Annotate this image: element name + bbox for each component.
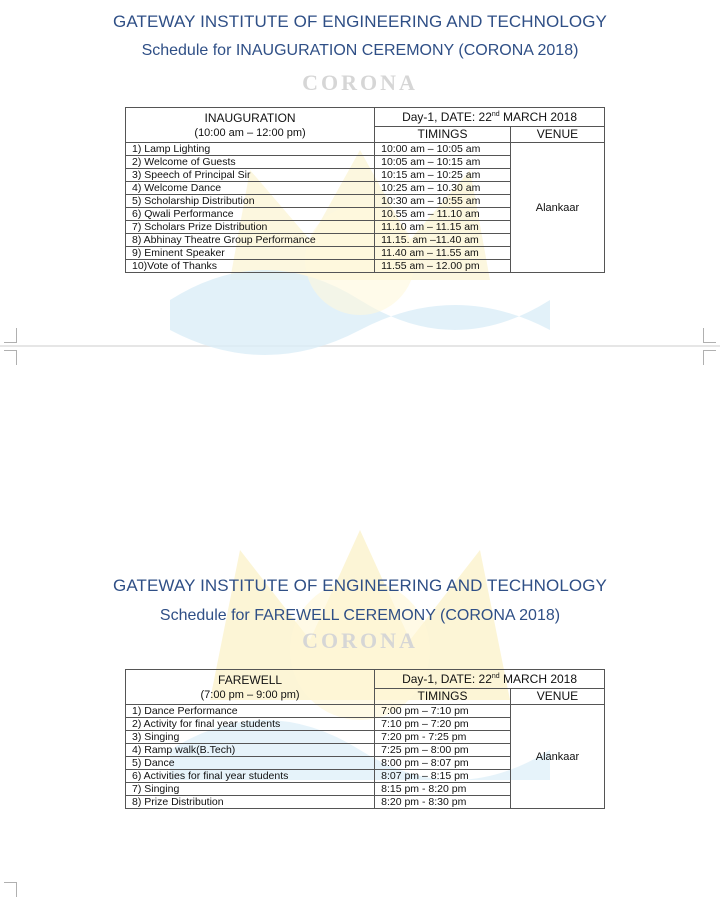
schedule-time: 11.15. am –11.40 am — [375, 234, 511, 247]
schedule-time: 8:15 pm - 8:20 pm — [375, 783, 511, 796]
schedule-time: 10:15 am – 10:25 am — [375, 169, 511, 182]
schedule-time: 8:00 pm – 8:07 pm — [375, 757, 511, 770]
schedule-item: 2) Welcome of Guests — [126, 156, 375, 169]
schedule-time: 10.55 am – 11.10 am — [375, 208, 511, 221]
schedule-time: 11.40 am – 11.55 am — [375, 247, 511, 260]
day-date-prefix: Day-1, DATE: 22 — [402, 672, 492, 686]
institute-title: GATEWAY INSTITUTE OF ENGINEERING AND TECHNOLOGY — [113, 576, 607, 595]
schedule-time: 8:07 pm – 8:15 pm — [375, 770, 511, 783]
event-name: INAUGURATION — [204, 110, 296, 125]
day-date-cell — [375, 670, 605, 689]
day-date-sup: nd — [491, 673, 500, 680]
day-date-cell — [375, 108, 605, 127]
schedule-item: 6) Activities for final year students — [126, 770, 375, 783]
day-date-prefix: Day-1, DATE: 22 — [402, 110, 492, 124]
page-corner-mark — [4, 328, 17, 343]
schedule-item: 1) Lamp Lighting — [126, 143, 375, 156]
schedule-time: 7:20 pm - 7:25 pm — [375, 731, 511, 744]
venue-header: VENUE — [510, 689, 604, 705]
day-date-suffix: MARCH 2018 — [499, 110, 578, 124]
event-header-cell — [126, 670, 375, 705]
schedule-item: 8) Abhinay Theatre Group Performance — [126, 234, 375, 247]
venue-header: VENUE — [510, 127, 604, 143]
schedule-subtitle: Schedule for FAREWELL CEREMONY (CORONA 2018) — [159, 607, 561, 624]
schedule-time: 7:25 pm – 8:00 pm — [375, 744, 511, 757]
schedule-item: 3) Singing — [126, 731, 375, 744]
event-name: FAREWELL — [218, 672, 283, 687]
schedule-subtitle: Schedule for INAUGURATION CEREMONY (CORONA 2018) — [141, 42, 579, 59]
venue-cell: Alankaar — [510, 705, 604, 809]
institute-title: GATEWAY INSTITUTE OF ENGINEERING AND TECHNOLOGY — [113, 12, 607, 31]
table-row — [126, 705, 605, 718]
schedule-time: 11.55 am – 12.00 pm — [375, 260, 511, 273]
schedule-time: 10:05 am – 10:15 am — [375, 156, 511, 169]
schedule-time: 8:20 pm - 8:30 pm — [375, 796, 511, 809]
corona-brand-logo: CORONA — [302, 70, 418, 95]
corona-brand-logo: CORONA — [302, 628, 418, 653]
event-time: (10:00 am – 12:00 pm) — [194, 126, 306, 139]
schedule-time: 10:00 am – 10:05 am — [375, 143, 511, 156]
schedule-item: 4) Welcome Dance — [126, 182, 375, 195]
schedule-time: 7:10 pm – 7:20 pm — [375, 718, 511, 731]
schedule-item: 9) Eminent Speaker — [126, 247, 375, 260]
venue-cell: Alankaar — [510, 143, 604, 273]
schedule-time: 10:30 am – 10:55 am — [375, 195, 511, 208]
farewell-schedule-table — [125, 669, 605, 809]
schedule-item: 7) Scholars Prize Distribution — [126, 221, 375, 234]
day-date-suffix: MARCH 2018 — [499, 672, 578, 686]
event-header-cell — [126, 108, 375, 143]
table-row — [126, 143, 605, 156]
inauguration-schedule-table — [125, 107, 605, 273]
page-corner-mark — [703, 328, 716, 343]
timings-header: TIMINGS — [375, 127, 511, 143]
schedule-item: 7) Singing — [126, 783, 375, 796]
schedule-item: 5) Scholarship Distribution — [126, 195, 375, 208]
schedule-time: 11.10 am – 11.15 am — [375, 221, 511, 234]
page-corner-mark — [4, 350, 17, 365]
schedule-item: 3) Speech of Principal Sir — [126, 169, 375, 182]
timings-header: TIMINGS — [375, 689, 511, 705]
page-corner-mark — [703, 350, 716, 365]
schedule-item: 1) Dance Performance — [126, 705, 375, 718]
schedule-item: 8) Prize Distribution — [126, 796, 375, 809]
schedule-item: 5) Dance — [126, 757, 375, 770]
page-corner-mark — [4, 882, 17, 897]
day-date-sup: nd — [491, 111, 500, 118]
schedule-time: 7:00 pm – 7:10 pm — [375, 705, 511, 718]
schedule-item: 4) Ramp walk(B.Tech) — [126, 744, 375, 757]
schedule-time: 10:25 am – 10.30 am — [375, 182, 511, 195]
event-time: (7:00 pm – 9:00 pm) — [200, 688, 300, 701]
schedule-item: 6) Qwali Performance — [126, 208, 375, 221]
schedule-item: 2) Activity for final year students — [126, 718, 375, 731]
schedule-item: 10)Vote of Thanks — [126, 260, 375, 273]
